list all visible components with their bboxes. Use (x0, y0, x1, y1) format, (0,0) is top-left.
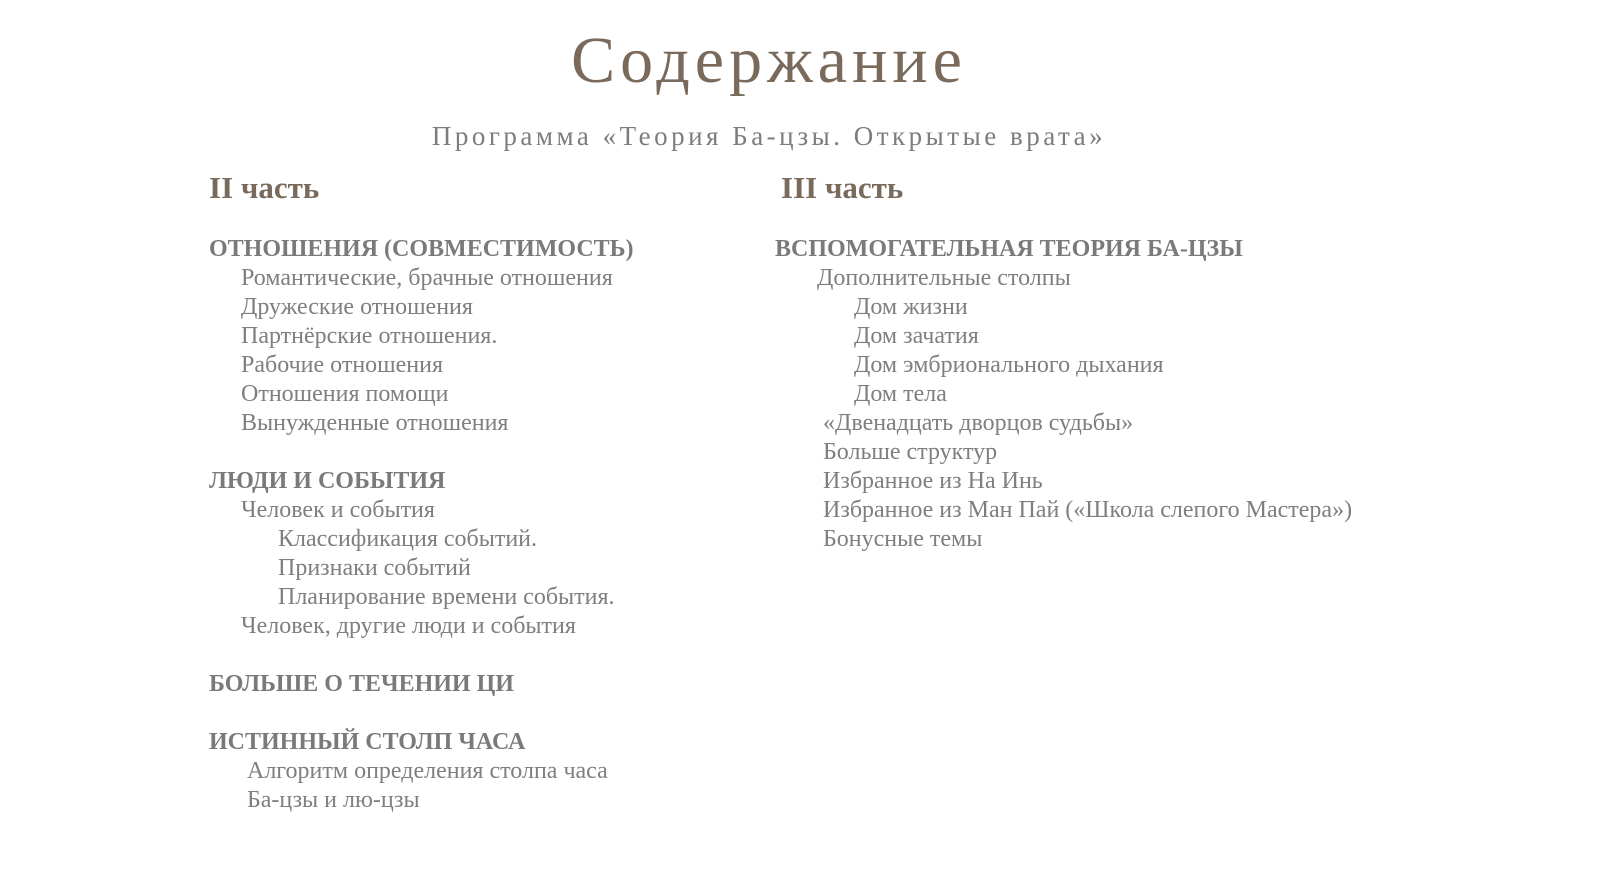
list-item: Ба-цзы и лю-цзы (247, 787, 420, 813)
part-ii-heading: II часть (209, 170, 320, 205)
list-subitem: Дом жизни (854, 294, 968, 320)
section-auxiliary-theory (775, 235, 1575, 554)
list-subitem: Классификация событий. (278, 526, 538, 552)
list-item: Избранное из Ман Пай («Школа слепого Мастера») (823, 497, 1353, 523)
list-subitem: Дом тела (854, 381, 947, 407)
list-item: Рабочие отношения (241, 352, 444, 378)
list-item: Избранное из На Инь (823, 468, 1043, 494)
part-ii-column (209, 235, 769, 815)
section-title: БОЛЬШЕ О ТЕЧЕНИИ ЦИ (209, 671, 514, 697)
list-item: Партнёрские отношения. (241, 323, 498, 349)
list-item: «Двенадцать дворцов судьбы» (823, 410, 1134, 436)
list-item: Человек и события (241, 497, 435, 523)
program-subtitle: Программа «Теория Ба-цзы. Открытые врата» (431, 121, 1107, 151)
part-iii-column (775, 235, 1575, 554)
list-item: Человек, другие люди и события (241, 613, 576, 639)
section-qi-flow (209, 670, 769, 699)
section-title: ОТНОШЕНИЯ (СОВМЕСТИМОСТЬ) (209, 236, 634, 262)
list-subitem: Дом зачатия (854, 323, 979, 349)
list-item: Дополнительные столпы (817, 265, 1071, 291)
section-title: ЛЮДИ И СОБЫТИЯ (209, 468, 446, 494)
list-subitem: Дом эмбрионального дыхания (854, 352, 1164, 378)
list-subitem: Планирование времени события. (278, 584, 615, 610)
list-subitem: Признаки событий (278, 555, 471, 581)
list-item: Больше структур (823, 439, 998, 465)
list-item: Отношения помощи (241, 381, 449, 407)
part-iii-heading: III часть (781, 170, 904, 205)
section-title: ИСТИННЫЙ СТОЛП ЧАСА (209, 729, 526, 755)
list-item: Дружеские отношения (241, 294, 473, 320)
list-item: Алгоритм определения столпа часа (247, 758, 608, 784)
list-item: Вынужденные отношения (241, 410, 509, 436)
page-title: Содержание (571, 24, 967, 97)
section-true-hour-pillar (209, 728, 769, 815)
list-item: Романтические, брачные отношения (241, 265, 613, 291)
list-item: Бонусные темы (823, 526, 983, 552)
section-relationships (209, 235, 769, 438)
section-title: ВСПОМОГАТЕЛЬНАЯ ТЕОРИЯ БА-ЦЗЫ (775, 236, 1243, 262)
section-people-events (209, 467, 769, 641)
